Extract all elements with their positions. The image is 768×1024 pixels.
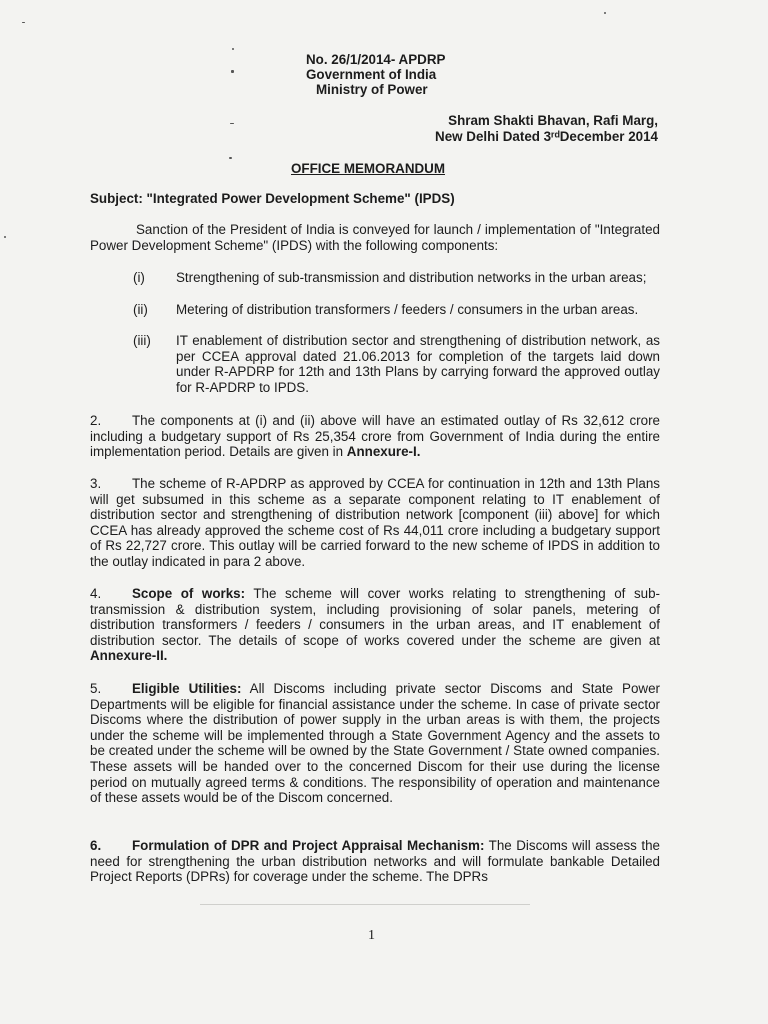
component-text: IT enablement of distribution sector and strengthening of distribution network, as per CCEA approval dated 21.06.2013 for completion of the targets laid down under R-APDRP for 12th and 13th Plans by carrying forward the approved outlay for R-APDRP to IPDS. — [176, 333, 660, 395]
component-tag: (ii) — [133, 302, 148, 317]
annexure-ref: Annexure-II. — [90, 648, 168, 664]
paragraph-text: The components at (i) and (ii) above will have an estimated outlay of Rs 32,612 crore including a budgetary support of Rs 25,354 crore from Government of India during the entire implementation period. Details are given in — [90, 413, 660, 460]
component-text: Strengthening of sub-transmission and distribution networks in the urban areas; — [176, 270, 647, 285]
scan-speck — [22, 22, 25, 23]
paragraph-4 — [90, 586, 660, 664]
annexure-ref: Annexure-I. — [346, 444, 421, 460]
paragraph-heading: Formulation of DPR and Project Appraisal Mechanism: — [132, 838, 485, 853]
page-title: OFFICE MEMORANDUM — [291, 161, 445, 176]
page-number: 1 — [368, 928, 375, 943]
paragraph-text: The scheme of R-APDRP as approved by CCEA for continuation in 12th and 13th Plans will get subsumed in this scheme as a separate component relating to IT enablement of distribution sector and strengthening of distribution network [component (iii) above] for which CCEA has already approved the scheme cost of Rs 44,011 crore including a budgetary support of Rs 22,727 crore. This outlay will be carried forward to the new scheme of IPDS in addition to the outlay indicated in para 2 above. — [90, 476, 660, 569]
paragraph-heading: Scope of works: — [132, 586, 246, 601]
paragraph-text: All Discoms including private sector Discoms and State Power Departments will be eligible for financial assistance under the scheme. In case of private sector Discoms where the distribution of power supply in the urban areas is with them, the projects under the scheme will be implemented through a State Government Agency and the assets to be created under the scheme will be owned by the State Government / State owned companies. These assets will be handed over to the concerned Discom for their use during the license period on mutually agreed terms & conditions. The responsibility of operation and maintenance of these assets would be of the Discom concerned. — [90, 681, 660, 806]
scan-speck — [231, 70, 234, 73]
component-text: Metering of distribution transformers / feeders / consumers in the urban areas. — [176, 302, 639, 317]
ministry-name: Ministry of Power — [316, 82, 428, 97]
paragraph-number: 5. — [90, 681, 102, 696]
component-tag: (i) — [133, 270, 145, 285]
intro-paragraph: Sanction of the President of India is conveyed for launch / implementation of "Integrated Power Development Scheme" (IPDS) with the following components: — [90, 222, 660, 253]
paragraph-heading: Eligible Utilities: — [132, 681, 242, 696]
paragraph-3 — [90, 476, 660, 570]
date-line: New Delhi Dated 3ʳᵈDecember 2014 — [435, 129, 658, 144]
paragraph-2 — [90, 413, 660, 460]
scan-speck — [229, 157, 232, 159]
paragraph-number: 4. — [90, 586, 102, 601]
scan-speck — [4, 236, 6, 238]
scan-speck — [232, 48, 234, 50]
paragraph-number: 2. — [90, 413, 102, 428]
paragraph-6 — [90, 838, 660, 885]
scan-speck — [604, 12, 606, 14]
government-name: Government of India — [306, 67, 437, 82]
paragraph-number: 3. — [90, 476, 102, 491]
scan-speck — [230, 123, 234, 124]
office-address: Shram Shakti Bhavan, Rafi Marg, — [448, 113, 658, 128]
paragraph-text: The scheme will cover works relating to strengthening of sub-transmission & distribution system, including provisioning of solar panels, metering of distribution transformers / feeders / consumers in the urban areas, and IT enablement of distribution sector. The details of scope of works covered under the scheme are given at — [90, 586, 660, 648]
component-tag: (iii) — [133, 333, 151, 348]
paragraph-text: The Discoms will assess the need for strengthening the urban distribution networks and will formulate bankable Detailed Project Reports (DPRs) for coverage under the scheme. The DPRs — [90, 838, 660, 885]
reference-number: No. 26/1/2014- APDRP — [306, 52, 446, 67]
subject-line: Subject: "Integrated Power Development Scheme" (IPDS) — [90, 191, 455, 206]
paragraph-number: 6. — [90, 838, 102, 853]
scan-line — [200, 904, 530, 905]
paragraph-5 — [90, 681, 660, 806]
